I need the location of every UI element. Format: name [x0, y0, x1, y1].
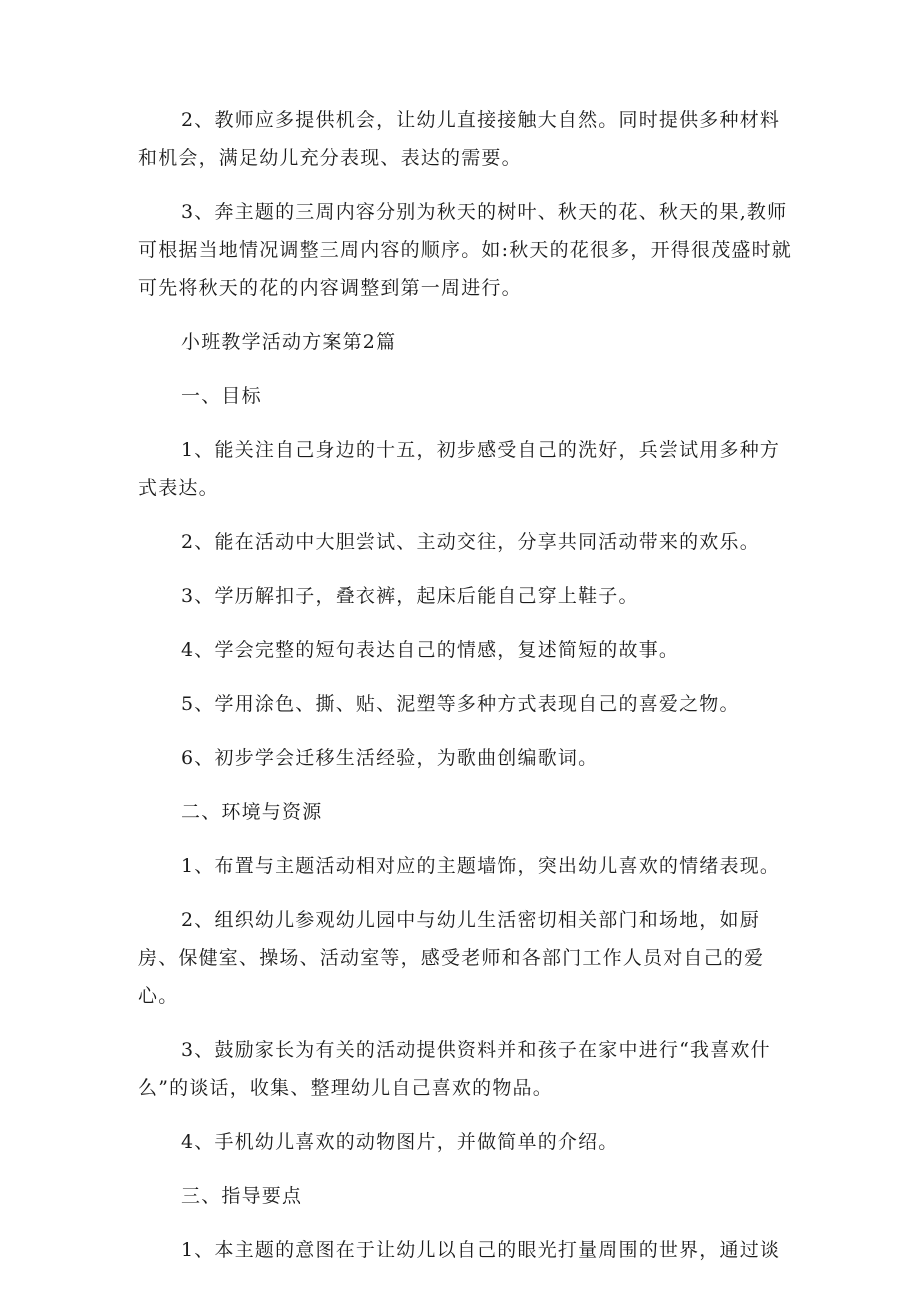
paragraph: 3、奔主题的三周内容分别为秋天的树叶、秋天的花、秋天的果,教师可根据当地情况调整三周内容的顺序。如:秋天的花很多，开得很茂盛时就可先将秋天的花的内容调整到第一周进行。 [138, 201, 793, 299]
paragraph: 3、鼓励家长为有关的活动提供资料并和孩子在家中进行“我喜欢什么”的谈话，收集、整理幼儿自己喜欢的物品。 [138, 1039, 771, 1099]
paragraph: 6、初步学会迁移生活经验，为歌曲创编歌词。 [181, 747, 599, 769]
paragraph: 3、学历解扣子，叠衣裤，起床后能自己穿上鞋子。 [181, 585, 639, 607]
paragraph: 2、能在活动中大胆尝试、主动交往，分享共同活动带来的欢乐。 [181, 531, 760, 553]
section-heading: 一、目标 [181, 385, 262, 407]
section-title: 小班教学活动方案第2篇 [181, 331, 397, 353]
section-heading: 二、环境与资源 [181, 801, 323, 823]
paragraph: 1、布置与主题活动相对应的主题墙饰，突出幼儿喜欢的情绪表现。 [181, 855, 781, 877]
paragraph: 2、组织幼儿参观幼儿园中与幼儿生活密切相关部门和场地，如厨房、保健室、操场、活动室等，感受老师和各部门工作人员对自己的爱心。 [138, 909, 765, 1007]
paragraph: 4、学会完整的短句表达自己的情感，复述简短的故事。 [181, 639, 680, 661]
document-body [138, 101, 798, 1285]
paragraph: 5、学用涂色、撕、贴、泥塑等多种方式表现自己的喜爱之物。 [181, 693, 740, 715]
paragraph: 1、本主题的意图在于让幼儿以自己的眼光打量周围的世界，通过谈 [181, 1239, 781, 1261]
paragraph: 1、能关注自己身边的十五，初步感受自己的洗好，兵尝试用多种方式表达。 [138, 439, 781, 499]
section-heading: 三、指导要点 [181, 1185, 303, 1207]
paragraph: 4、手机幼儿喜欢的动物图片，并做简单的介绍。 [181, 1131, 619, 1153]
paragraph: 2、教师应多提供机会，让幼儿直接接触大自然。同时提供多种材料和机会，满足幼儿充分表现、表达的需要。 [138, 109, 781, 169]
